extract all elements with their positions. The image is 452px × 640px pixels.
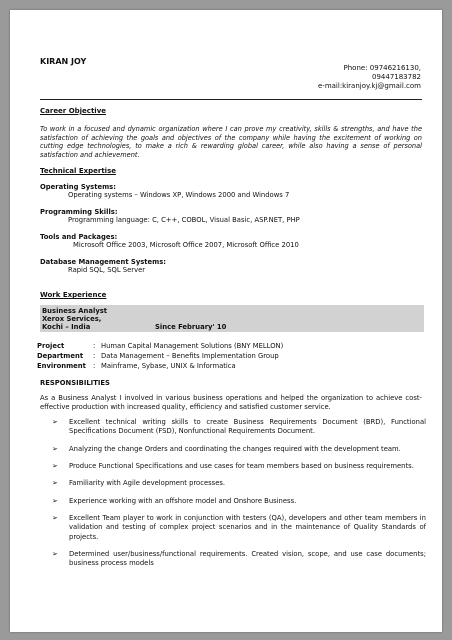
- bullet-text: Produce Functional Specifications and use cases for team members based on business requirements.: [69, 461, 414, 470]
- bullet-text: Familiarity with Agile development processes.: [69, 479, 226, 488]
- list-item: [52, 514, 426, 542]
- job-title: Business Analyst: [42, 307, 108, 315]
- list-item: [52, 445, 426, 454]
- company-name: Xerox Services,: [42, 315, 102, 323]
- environment-value: Mainframe, Sybase, UNIX & Informatica: [101, 362, 236, 370]
- phone-line-2: 09447183782: [372, 73, 421, 81]
- career-objective-heading: Career Objective: [40, 107, 107, 115]
- list-item: [52, 479, 426, 488]
- arrow-bullet-icon: ➢: [52, 496, 58, 505]
- project-value: Human Capital Management Solutions (BNY MELLON): [101, 342, 284, 350]
- phone-line-1: Phone: 09746216130,: [343, 64, 421, 72]
- email-line: e-mail:kiranjoy.kj@gmail.com: [317, 82, 421, 90]
- list-item: [52, 550, 426, 568]
- environment-label: Environment: [37, 362, 86, 370]
- project-label: Project: [37, 342, 65, 350]
- bullet-text: Analyzing the change Orders and coordinating the changes required with the development team.: [69, 444, 401, 453]
- contact-block: [318, 64, 421, 91]
- os-label: Operating Systems:: [40, 183, 116, 191]
- career-objective-text: To work in a focused and dynamic organization where I can prove my creativity, skills & strengths, and have the satisfaction of achieving the goals and objectives of the company while having the excitement of working on cutting edge technologies, to make a rich & rewarding global career, while also having a sense of personal satisfaction and achievement.: [40, 125, 422, 159]
- bullet-text: Excellent Team player to work in conjunction with testers (QA), developers and other team members in validation and testing of complex project scenarios and in the maintenance of Quality Standards of projects.: [69, 514, 426, 541]
- work-experience-heading: Work Experience: [40, 291, 107, 299]
- arrow-bullet-icon: ➢: [52, 514, 58, 523]
- employment-since: Since February' 10: [155, 323, 227, 331]
- arrow-bullet-icon: ➢: [52, 479, 58, 488]
- arrow-bullet-icon: ➢: [52, 461, 58, 470]
- project-row: [37, 342, 283, 350]
- list-item: [52, 418, 426, 436]
- environment-separator: :: [93, 362, 96, 370]
- job-location: Kochi – India: [42, 323, 91, 331]
- programming-value: Programming language: C, C++, COBOL, Visual Basic, ASP.NET, PHP: [68, 216, 300, 224]
- bullet-text: Determined user/business/functional requirements. Created vision, scope, and use case documents; business process models: [69, 549, 426, 568]
- employer-band: [40, 305, 424, 332]
- candidate-name: KIRAN JOY: [40, 57, 87, 66]
- arrow-bullet-icon: ➢: [52, 418, 58, 426]
- responsibilities-intro: As a Business Analyst I involved in various business operations and helped the organization to achieve cost-effective production with increased quality, efficiency and satisfied customer service.: [40, 394, 422, 412]
- dbms-label: Database Management Systems:: [40, 258, 167, 266]
- bullet-text: Excellent technical writing skills to create Business Requirements Document (BRD), Functional Specifications Document (FSD), Nonfunctional Requirements Document.: [69, 418, 426, 436]
- tools-label: Tools and Packages:: [40, 233, 118, 241]
- responsibilities-heading: RESPONSIBILITIES: [40, 379, 110, 387]
- header-divider: [40, 99, 422, 100]
- environment-row: [37, 362, 236, 370]
- project-separator: :: [93, 342, 96, 350]
- os-value: Operating systems – Windows XP, Windows 2000 and Windows 7: [68, 191, 290, 199]
- list-item: [52, 462, 426, 471]
- arrow-bullet-icon: ➢: [52, 549, 58, 558]
- tools-value: Microsoft Office 2003, Microsoft Office 2007, Microsoft Office 2010: [73, 241, 299, 249]
- programming-label: Programming Skills:: [40, 208, 118, 216]
- department-label: Department: [37, 352, 84, 360]
- department-value: Data Management – Benefits Implementation Group: [101, 352, 279, 360]
- arrow-bullet-icon: ➢: [52, 444, 58, 453]
- list-item: [52, 497, 426, 506]
- department-row: [37, 352, 279, 360]
- technical-expertise-heading: Technical Expertise: [40, 167, 116, 175]
- dbms-value: Rapid SQL, SQL Server: [68, 266, 146, 274]
- department-separator: :: [93, 352, 96, 360]
- responsibilities-list: [52, 418, 426, 577]
- bullet-text: Experience working with an offshore model and Onshore Business.: [69, 496, 297, 505]
- resume-page: [10, 10, 442, 632]
